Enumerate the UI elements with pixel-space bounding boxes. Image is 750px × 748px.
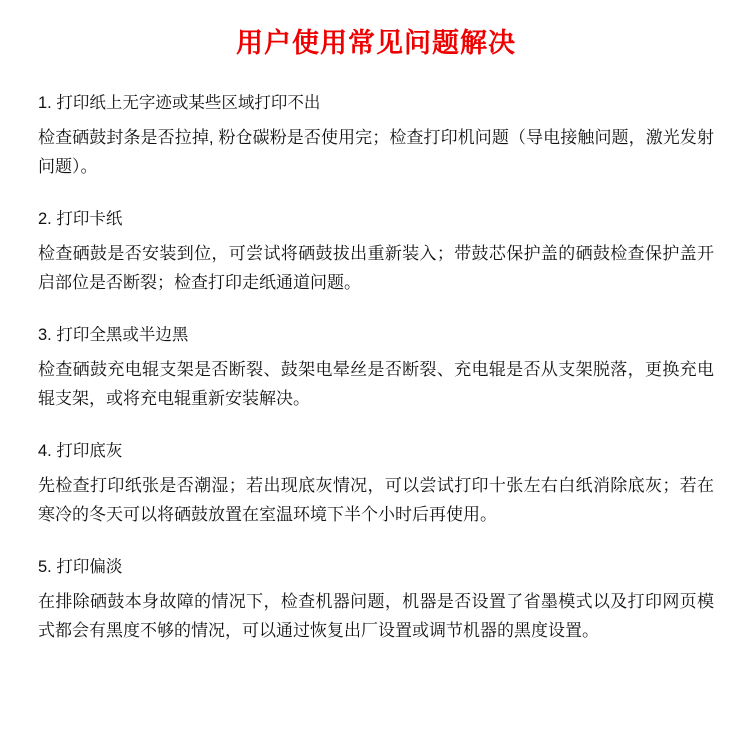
faq-question: 1. 打印纸上无字迹或某些区域打印不出 <box>38 94 321 113</box>
faq-answer: 先检查打印纸张是否潮湿；若出现底灰情况，可以尝试打印十张左右白纸消除底灰；若在寒冷的冬天可以将硒鼓放置在室温环境下半个小时后再使用。 <box>38 475 714 524</box>
faq-answer: 检查硒鼓充电辊支架是否断裂、鼓架电晕丝是否断裂、充电辊是否从支架脱落，更换充电辊支架，或将充电辊重新安装解决。 <box>38 359 714 408</box>
faq-item <box>38 439 714 529</box>
faq-question: 2. 打印卡纸 <box>38 210 123 229</box>
faq-question: 3. 打印全黑或半边黑 <box>38 326 189 345</box>
faq-question: 4. 打印底灰 <box>38 442 123 461</box>
faq-answer: 检查硒鼓封条是否拉掉, 粉仓碳粉是否使用完；检查打印机问题（导电接触问题，激光发射问题）。 <box>38 127 714 176</box>
faq-list <box>38 91 714 645</box>
faq-question: 5. 打印偏淡 <box>38 558 123 577</box>
faq-item <box>38 323 714 413</box>
faq-answer: 在排除硒鼓本身故障的情况下，检查机器问题，机器是否设置了省墨模式以及打印网页模式都会有黑度不够的情况，可以通过恢复出厂设置或调节机器的黑度设置。 <box>38 591 714 641</box>
page-title: 用户使用常见问题解决 <box>236 28 516 58</box>
faq-item <box>38 555 714 645</box>
faq-answer: 检查硒鼓是否安装到位，可尝试将硒鼓拔出重新装入；带鼓芯保护盖的硒鼓检查保护盖开启部位是否断裂；检查打印走纸通道问题。 <box>38 243 714 292</box>
faq-item <box>38 91 714 181</box>
faq-item <box>38 207 714 297</box>
